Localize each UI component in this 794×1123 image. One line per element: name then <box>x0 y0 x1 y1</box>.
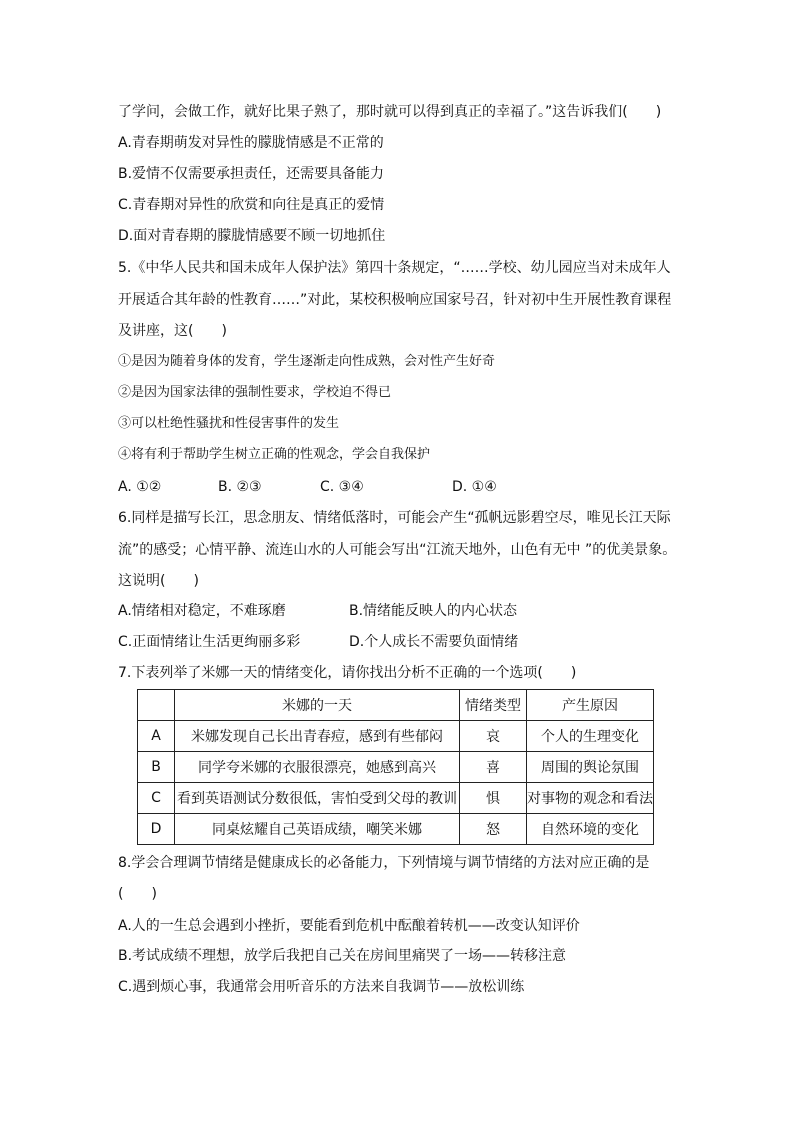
q5-stem-line-2: 开展适合其年龄的性教育……”对此，某校积极响应国家号召，针对初中生开展性教育课程 <box>118 292 672 308</box>
table-cell: 喜 <box>460 752 527 783</box>
q7-stem: 7.下表列举了米娜一天的情绪变化，请你找出分析不正确的一个选项( ) <box>118 665 577 681</box>
q5-stem-line-3: 及讲座，这( ) <box>118 323 227 339</box>
table-cell: B <box>138 752 175 783</box>
table-header-row <box>138 690 654 721</box>
q5-stem-line-1: 5.《中华人民共和国未成年人保护法》第四十条规定，“……学校、幼儿园应当对未成年人 <box>118 260 671 276</box>
table-cell: 周围的舆论氛围 <box>527 752 654 783</box>
table-cell: 米娜发现自己长出青春痘，感到有些郁闷 <box>175 721 460 752</box>
table-header-cell <box>138 690 175 721</box>
table-cell: 看到英语测试分数很低，害怕受到父母的教训 <box>175 783 460 814</box>
q5-statement-1: ①是因为随着身体的发育，学生逐渐走向性成熟，会对性产生好奇 <box>118 354 496 369</box>
q6-stem-line-1: 6.同样是描写长江，思念朋友、情绪低落时，可能会产生“孤帆远影碧空尽，唯见长江天际 <box>118 510 671 526</box>
q6-option-c: C.正面情绪让生活更绚丽多彩 <box>118 634 301 650</box>
q8-stem-line-2: ( ) <box>118 886 157 902</box>
table-cell: 惧 <box>460 783 527 814</box>
table-header-cell: 情绪类型 <box>460 690 527 721</box>
emotion-table <box>137 689 654 845</box>
q5-choice-b: B. ②③ <box>218 479 262 495</box>
q8-stem-line-1: 8.学会合理调节情绪是健康成长的必备能力，下列情境与调节情绪的方法对应正确的是 <box>118 855 650 871</box>
q5-statement-2: ②是因为国家法律的强制性要求，学校迫不得已 <box>118 385 392 400</box>
q8-option-b: B.考试成绩不理想，放学后我把自己关在房间里痛哭了一场——转移注意 <box>118 948 567 964</box>
table-cell: 自然环境的变化 <box>527 814 654 845</box>
table-cell: D <box>138 814 175 845</box>
table-header-cell: 产生原因 <box>527 690 654 721</box>
q6-option-b: B.情绪能反映人的内心状态 <box>349 603 518 619</box>
q5-choice-a: A. ①② <box>118 479 162 495</box>
table-cell: 个人的生理变化 <box>527 721 654 752</box>
q6-option-a: A.情绪相对稳定，不难琢磨 <box>118 603 286 619</box>
q4-stem-tail: 了学问，会做工作，就好比果子熟了，那时就可以得到真正的幸福了。”这告诉我们( ) <box>118 104 662 120</box>
table-row <box>138 814 654 845</box>
table-cell: 哀 <box>460 721 527 752</box>
q8-option-c: C.遇到烦心事，我通常会用听音乐的方法来自我调节——放松训练 <box>118 979 525 995</box>
table-cell: 对事物的观念和看法 <box>527 783 654 814</box>
q6-stem-line-3: 这说明( ) <box>118 573 199 589</box>
q6-stem-line-2: 流”的感受；心情平静、流连山水的人可能会写出“江流天地外，山色有无中 ”的优美景象。 <box>118 542 677 558</box>
table-cell: 同学夸米娜的衣服很漂亮，她感到高兴 <box>175 752 460 783</box>
table-cell: 怒 <box>460 814 527 845</box>
q5-choice-d: D. ①④ <box>452 479 497 495</box>
table-cell: C <box>138 783 175 814</box>
table-cell: 同桌炫耀自己英语成绩，嘲笑米娜 <box>175 814 460 845</box>
q6-option-d: D.个人成长不需要负面情绪 <box>349 634 519 650</box>
q4-option-c: C.青春期对异性的欣赏和向往是真正的爱情 <box>118 197 385 213</box>
q4-option-b: B.爱情不仅需要承担责任，还需要具备能力 <box>118 166 385 182</box>
q5-choice-c: C. ③④ <box>320 479 364 495</box>
q4-option-a: A.青春期萌发对异性的朦胧情感是不正常的 <box>118 135 384 151</box>
table-row <box>138 783 654 814</box>
table-row <box>138 721 654 752</box>
q8-option-a: A.人的一生总会遇到小挫折，要能看到危机中酝酿着转机——改变认知评价 <box>118 918 580 934</box>
q5-statement-3: ③可以杜绝性骚扰和性侵害事件的发生 <box>118 416 340 431</box>
table-cell: A <box>138 721 175 752</box>
q4-option-d: D.面对青春期的朦胧情感要不顾一切地抓住 <box>118 228 386 244</box>
q5-statement-4: ④将有利于帮助学生树立正确的性观念，学会自我保护 <box>118 447 431 462</box>
table-row <box>138 752 654 783</box>
table-header-cell: 米娜的一天 <box>175 690 460 721</box>
